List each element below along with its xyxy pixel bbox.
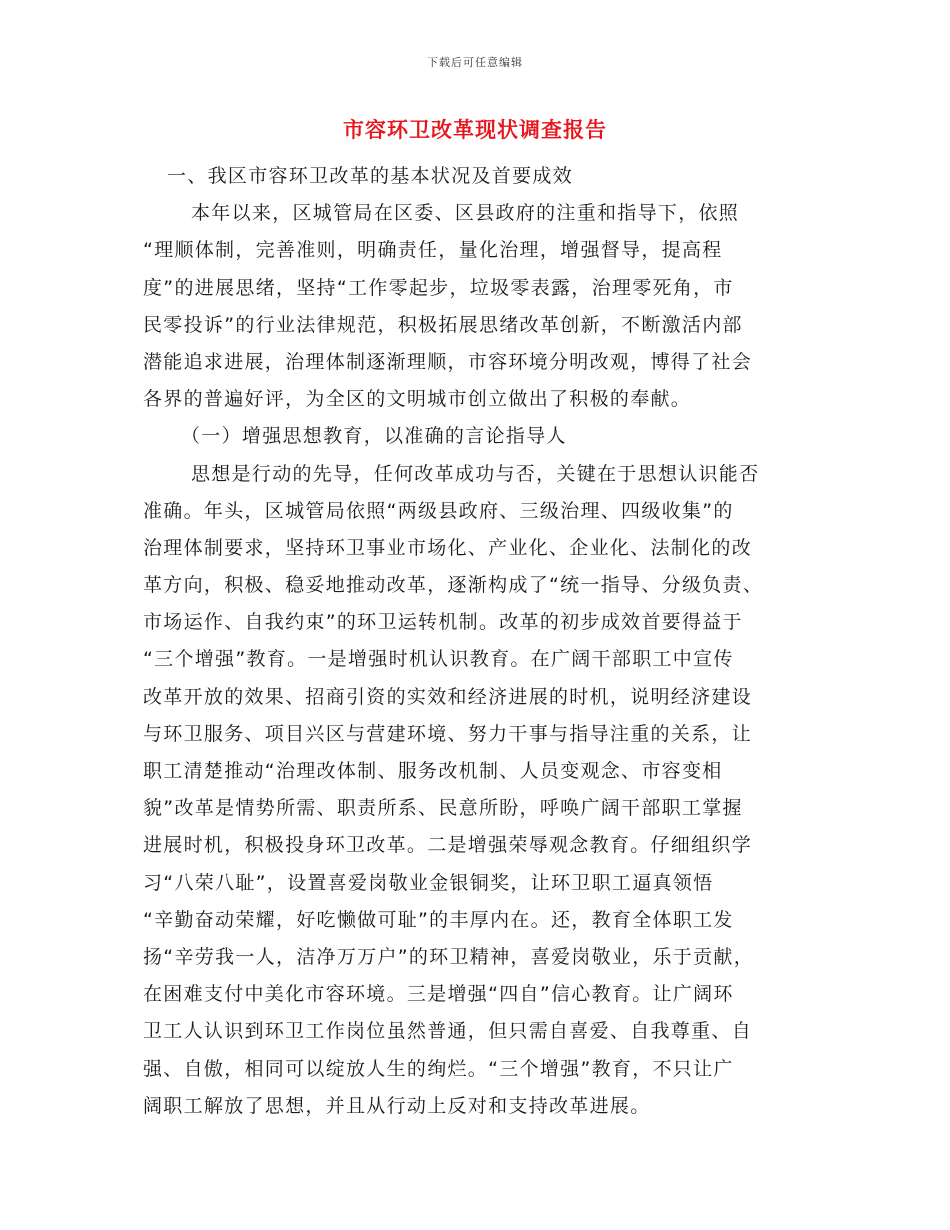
body-line: 貌”改革是情势所需、职责所系、民意所盼，呼唤广阔干部职工掌握	[143, 797, 743, 820]
body-line: 与环卫服务、项目兴区与营建环境、努力干事与指导注重的关系，让	[143, 722, 753, 745]
body-line: 习“八荣八耻”，设置喜爱岗敬业金银铜奖，让环卫职工逼真领悟	[143, 871, 714, 894]
body-line: 各界的普遍好评，为全区的文明城市创立做出了积极的奉献。	[143, 388, 692, 411]
body-line: 潜能追求进展，治理体制逐渐理顺，市容环境分明改观，博得了社会	[143, 350, 753, 373]
body-line: 一、我区市容环卫改革的基本状况及首要成效	[167, 165, 574, 187]
body-line: 革方向，积极、稳妥地推动改革，逐渐构成了“统一指导、分级负责、	[143, 574, 764, 597]
body-line: 准确。年头，区城管局依照“两级县政府、三级治理、四级收集”的	[143, 499, 734, 522]
body-line: “辛勤奋动荣耀，好吃懒做可耻”的丰厚内在。还，教育全体职工发	[143, 908, 734, 931]
body-line: 职工清楚推动“治理改体制、服务改机制、人员变观念、市容变相	[143, 760, 723, 782]
document-body	[143, 158, 803, 1125]
body-line: 市场运作、自我约束”的环卫运转机制。改革的初步成效首要得益于	[143, 611, 743, 634]
body-line: “三个增强”教育。一是增强时机认识教育。在广阔干部职工中宣传	[143, 648, 734, 671]
body-line: 民零投诉”的行业法律规范，积极拓展思绪改革创新，不断激活内部	[143, 313, 743, 336]
body-line: 本年以来，区城管局在区委、区县政府的注重和指导下，依照	[191, 202, 740, 225]
body-line: 进展时机，积极投身环卫改革。二是增强荣辱观念教育。仔细组织学	[143, 834, 753, 857]
body-line: 度”的进展思绪，坚持“工作零起步，垃圾零表露，治理零死角，市	[143, 276, 734, 299]
body-line: 改革开放的效果、招商引资的实效和经济进展的时机，说明经济建设	[143, 685, 753, 708]
body-line: 思想是行动的先导，任何改革成功与否，关键在于思想认识能否	[191, 462, 760, 485]
document-title: 市容环卫改革现状调查报告	[343, 118, 607, 142]
body-line: 强、自傲，相同可以绽放人生的绚烂。“三个增强”教育，不只让广	[143, 1057, 734, 1080]
body-line: “理顺体制，完善准则，明确责任，量化治理，增强督导，提高程	[143, 239, 723, 262]
body-line: 扬“辛劳我一人，洁净万万户”的环卫精神，喜爱岗敬业，乐于贡献，	[143, 945, 754, 968]
header-note: 下载后可任意编辑	[427, 56, 523, 69]
body-line: 卫工人认识到环卫工作岗位虽然普通，但只需自喜爱、自我尊重、自	[143, 1020, 753, 1043]
body-line: 在困难支付中美化市容环境。三是增强“四自”信心教育。让广阔环	[143, 983, 734, 1006]
body-line: 治理体制要求，坚持环卫事业市场化、产业化、企业化、法制化的改	[143, 536, 753, 559]
body-line: 阔职工解放了思想，并且从行动上反对和支持改革进展。	[143, 1094, 651, 1117]
body-line: （一）增强思想教育，以准确的言论指导人	[181, 425, 567, 448]
